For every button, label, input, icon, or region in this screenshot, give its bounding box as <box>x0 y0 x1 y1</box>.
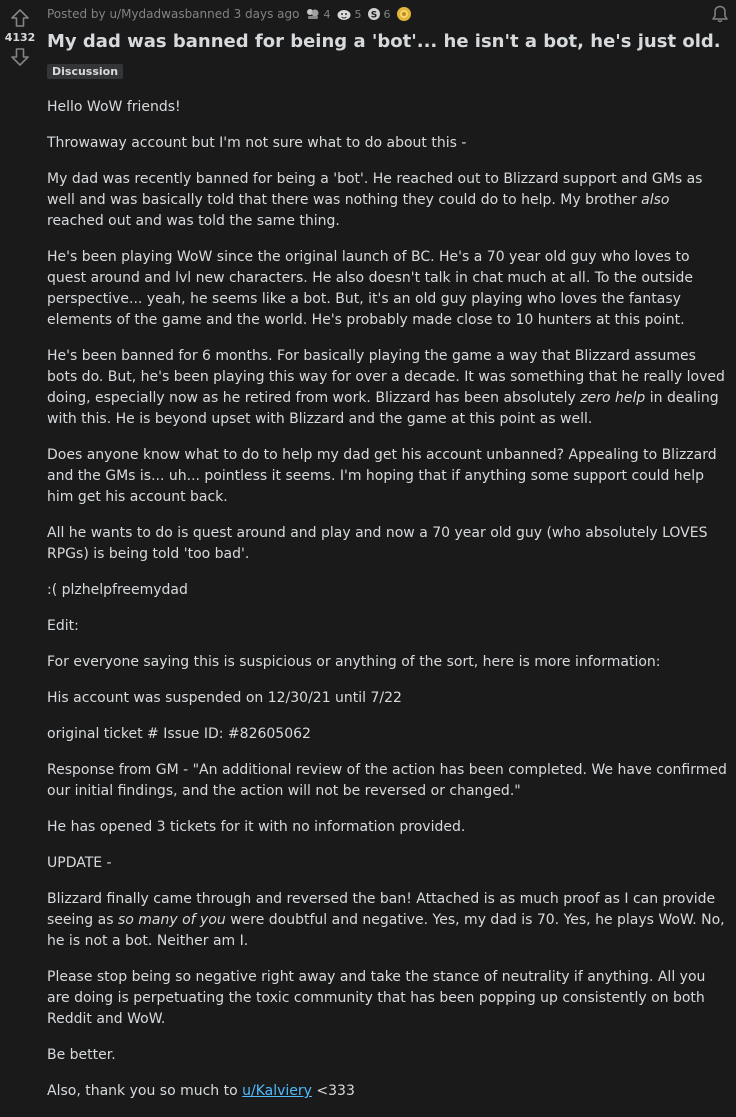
paragraph: UPDATE - <box>47 855 112 871</box>
text: Also, thank you so much to <box>47 1083 243 1099</box>
bell-icon <box>710 4 730 24</box>
helpful-award-icon <box>336 7 352 21</box>
s-award-icon <box>367 7 381 21</box>
svg-text:S: S <box>371 10 378 21</box>
paragraph: :( plzhelpfreemydad <box>47 582 188 598</box>
follow-button[interactable] <box>710 4 730 27</box>
downvote-arrow-icon <box>10 47 30 67</box>
paragraph: For everyone saying this is suspicious or anything of the sort, here is more information: <box>47 654 661 670</box>
emphasis: also <box>641 192 670 208</box>
paragraph: Be better. <box>47 1047 116 1063</box>
post-flair[interactable]: Discussion <box>47 64 123 79</box>
upvote-button[interactable] <box>8 6 32 30</box>
text: My dad was recently banned for being a 'bot'. He reached out to Blizzard support and GMs as well and was basically told that there was nothing they could do to help. My brother <box>47 171 703 208</box>
post-title[interactable]: My dad was banned for being a 'bot'... he isn't a bot, he's just old. <box>47 31 721 52</box>
post-author-line[interactable]: Posted by u/Mydadwasbanned 3 days ago <box>47 7 300 21</box>
silver-award-icon <box>305 7 321 21</box>
text: <333 <box>311 1083 355 1099</box>
paragraph <box>47 169 730 232</box>
paragraph <box>47 346 730 430</box>
text: in dealing with this. He is beyond upset with Blizzard and the game at this point as well. <box>47 390 719 427</box>
sun-award-icon <box>396 6 412 22</box>
post-content <box>47 0 730 1117</box>
text: were doubtful and negative. Yes, my dad is 70. Yes, he plays WoW. No, he is not a bot. Neither am I. <box>47 912 725 949</box>
post-meta <box>47 0 730 28</box>
award-count: 6 <box>383 7 391 21</box>
award-sun[interactable] <box>396 6 414 22</box>
paragraph: Edit: <box>47 618 79 634</box>
paragraph: His account was suspended on 12/30/21 until 7/22 <box>47 690 402 706</box>
paragraph: Does anyone know what to do to help my dad get his account unbanned? Appealing to Blizzard and the GMs is... uh... pointless it seems. I'm hoping that if anything some support could help him get his account back. <box>47 447 717 505</box>
paragraph: original ticket # Issue ID: #82605062 <box>47 726 311 742</box>
vote-column <box>0 0 40 69</box>
text: reached out and was told the same thing. <box>47 213 340 229</box>
upvote-arrow-icon <box>10 8 30 28</box>
vote-score: 4132 <box>4 31 36 44</box>
award-count: 5 <box>354 7 362 21</box>
paragraph: Please stop being so negative right away and take the stance of neutrality if anything. All you are doing is perpetuating the toxic community that has been popping up consistently on both Reddit and WoW. <box>47 969 706 1027</box>
paragraph <box>47 1081 730 1102</box>
post-body <box>47 97 730 1102</box>
award-s[interactable] <box>367 7 390 21</box>
paragraph <box>47 889 730 952</box>
paragraph: Hello WoW friends! <box>47 99 181 115</box>
emphasis: so many of you <box>117 912 226 928</box>
paragraph: He has opened 3 tickets for it with no information provided. <box>47 819 466 835</box>
award-silver[interactable] <box>305 7 330 21</box>
user-link[interactable]: u/Kalviery <box>242 1083 312 1099</box>
text: Blizzard finally came through and reversed the ban! Attached is as much proof as I can provide seeing as <box>47 891 716 928</box>
award-count: 4 <box>323 7 331 21</box>
paragraph: All he wants to do is quest around and play and now a 70 year old guy (who absolutely LOVES RPGs) is being told 'too bad'. <box>47 525 708 562</box>
downvote-button[interactable] <box>8 45 32 69</box>
text: He's been banned for 6 months. For basically playing the game a way that Blizzard assumes bots do. But, he's been playing this way for over a decade. It was something that he really loved doing, especially now as he retired from work. Blizzard has been absolutely <box>47 348 725 406</box>
paragraph: Throwaway account but I'm not sure what to do about this - <box>47 135 467 151</box>
paragraph: Response from GM - "An additional review of the action has been completed. We have confirmed our initial findings, and the action will not be reversed or changed." <box>47 762 727 799</box>
emphasis: zero help <box>580 390 646 406</box>
award-helpful[interactable] <box>336 7 361 21</box>
paragraph: He's been playing WoW since the original launch of BC. He's a 70 year old guy who loves to quest around and lvl new characters. He also doesn't talk in chat much at all. To the outside perspective... yeah, he seems like a bot. But, it's an old guy playing who loves the fantasy elements of the game and the world. He's probably made close to 10 hunters at this point. <box>47 249 693 328</box>
